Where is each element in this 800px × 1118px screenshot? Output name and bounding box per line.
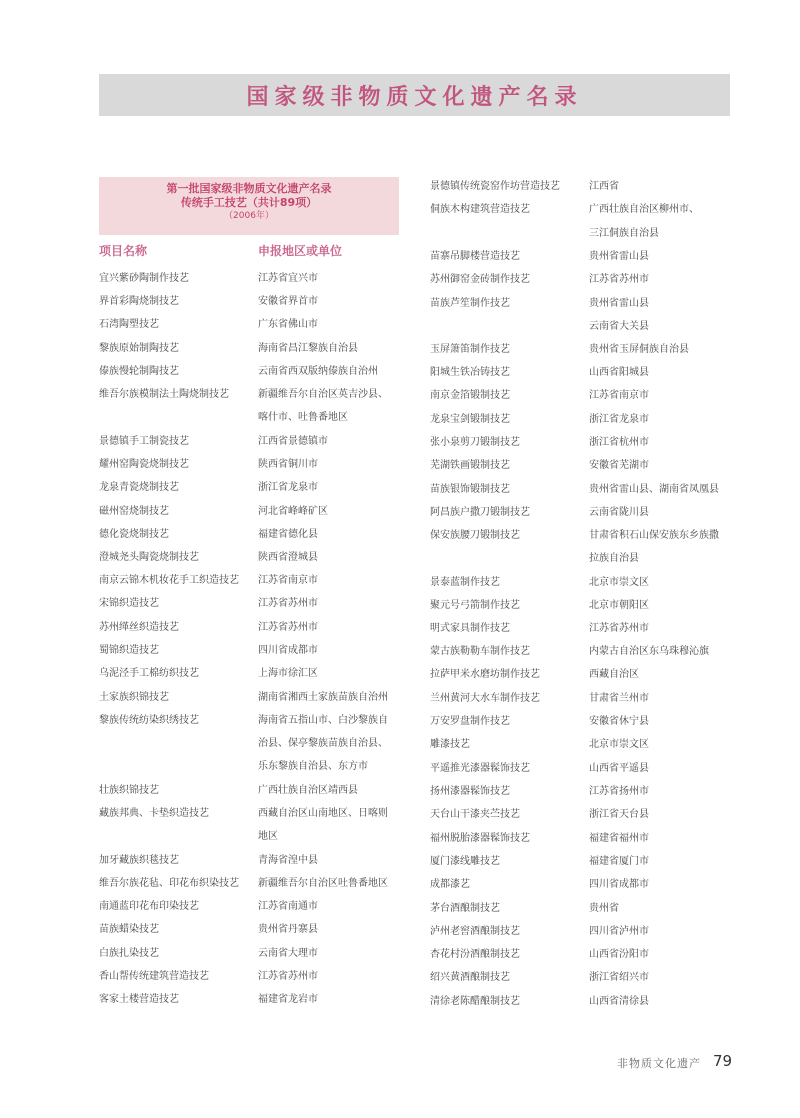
project-region: 山西省阳城县 <box>589 367 649 378</box>
project-region: 福建省福州市 <box>589 833 649 844</box>
project-name: 玉屏箫笛制作技艺 <box>430 344 510 355</box>
project-name: 德化瓷烧制技艺 <box>99 529 169 540</box>
project-name: 南京金箔锻制技艺 <box>430 390 510 401</box>
page-number: 79 <box>713 1052 733 1070</box>
project-name: 维吾尔族模制法土陶烧制技艺 <box>99 389 229 400</box>
project-name: 平遥推光漆器髹饰技艺 <box>430 763 530 774</box>
project-name: 苗族芦笙制作技艺 <box>430 298 510 309</box>
project-name: 黎族原始制陶技艺 <box>99 343 179 354</box>
project-name: 泸州老窖酒酿制技艺 <box>430 926 520 937</box>
project-region: 甘肃省积石山保安族东乡族撒 <box>589 530 719 541</box>
project-region: 贵州省玉屏侗族自治县 <box>589 344 689 355</box>
project-region: 河北省峰峰矿区 <box>258 506 328 517</box>
project-region: 海南省五指山市、白沙黎族自 <box>258 715 388 726</box>
project-region: 江苏省南通市 <box>258 901 318 912</box>
project-name: 阳城生铁冶铸技艺 <box>430 367 510 378</box>
project-region: 江苏省南京市 <box>589 390 649 401</box>
project-region: 安徽省休宁县 <box>589 716 649 727</box>
project-name: 苗寨吊脚楼营造技艺 <box>430 251 520 262</box>
project-name: 明式家具制作技艺 <box>430 623 510 634</box>
project-region: 喀什市、吐鲁番地区 <box>258 412 348 423</box>
project-region: 四川省成都市 <box>589 879 649 890</box>
project-name: 扬州漆器髹饰技艺 <box>430 786 510 797</box>
project-region: 贵州省 <box>589 903 619 914</box>
project-name: 壮族织锦技艺 <box>99 785 159 796</box>
project-name: 保安族腰刀锻制技艺 <box>430 530 520 541</box>
project-region: 四川省泸州市 <box>589 926 649 937</box>
project-name: 雕漆技艺 <box>430 739 470 750</box>
project-name: 景德镇传统瓷窑作坊营造技艺 <box>430 181 560 192</box>
project-region: 江苏省苏州市 <box>258 598 318 609</box>
project-name: 拉萨甲米水磨坊制作技艺 <box>430 669 540 680</box>
project-name: 藏族邦典、卡垫织造技艺 <box>99 808 209 819</box>
project-region: 安徽省芜湖市 <box>589 460 649 471</box>
project-region: 新疆维吾尔自治区英吉沙县、 <box>258 389 388 400</box>
project-name: 蜀锦织造技艺 <box>99 645 159 656</box>
project-name: 香山帮传统建筑营造技艺 <box>99 971 209 982</box>
project-region: 云南省大理市 <box>258 948 318 959</box>
project-name: 加牙藏族织毯技艺 <box>99 855 179 866</box>
project-region: 江苏省扬州市 <box>589 786 649 797</box>
project-region: 乐东黎族自治县、东方市 <box>258 761 368 772</box>
project-region: 三江侗族自治县 <box>589 228 659 239</box>
project-region: 海南省昌江黎族自治县 <box>258 343 358 354</box>
project-region: 福建省龙岩市 <box>258 994 318 1005</box>
project-name: 绍兴黄酒酿制技艺 <box>430 972 510 983</box>
project-region: 青海省湟中县 <box>258 855 318 866</box>
project-region: 江西省景德镇市 <box>258 436 328 447</box>
project-region: 云南省西双版纳傣族自治州 <box>258 366 378 377</box>
project-name: 景德镇手工制瓷技艺 <box>99 436 189 447</box>
project-region: 江西省 <box>589 181 619 192</box>
project-name: 万安罗盘制作技艺 <box>430 716 510 727</box>
list-header-box <box>99 177 399 235</box>
project-name: 磁州窑烧制技艺 <box>99 506 169 517</box>
project-region: 北京市崇文区 <box>589 577 649 588</box>
project-name: 苏州缂丝织造技艺 <box>99 622 179 633</box>
project-name: 福州脱胎漆器髹饰技艺 <box>430 833 530 844</box>
project-region: 山西省汾阳市 <box>589 949 649 960</box>
project-name: 耀州窑陶瓷烧制技艺 <box>99 459 189 470</box>
project-name: 南通蓝印花布印染技艺 <box>99 901 199 912</box>
list-year: （2006年） <box>224 211 274 221</box>
project-name: 景泰蓝制作技艺 <box>430 577 500 588</box>
project-region: 上海市徐汇区 <box>258 668 318 679</box>
project-region: 湖南省湘西土家族苗族自治州 <box>258 692 388 703</box>
project-region: 江苏省苏州市 <box>258 971 318 982</box>
project-region: 江苏省苏州市 <box>589 623 649 634</box>
project-name: 成都漆艺 <box>430 879 470 890</box>
project-name: 南京云锦木机妆花手工织造技艺 <box>99 575 239 586</box>
project-name: 苗族蜡染技艺 <box>99 924 159 935</box>
project-region: 云南省大关县 <box>589 321 649 332</box>
project-name: 侗族木构建筑营造技艺 <box>430 204 530 215</box>
project-name: 厦门漆线雕技艺 <box>430 856 500 867</box>
project-region: 贵州省雷山县 <box>589 251 649 262</box>
project-region: 地区 <box>258 831 278 842</box>
project-region: 福建省厦门市 <box>589 856 649 867</box>
project-region: 陕西省铜川市 <box>258 459 318 470</box>
project-name: 宋锦织造技艺 <box>99 598 159 609</box>
project-region: 新疆维吾尔自治区吐鲁番地区 <box>258 878 388 889</box>
column-header-region: 申报地区或单位 <box>258 244 343 258</box>
project-region: 四川省成都市 <box>258 645 318 656</box>
project-name: 阿昌族户撒刀锻制技艺 <box>430 507 530 518</box>
project-region: 北京市崇文区 <box>589 739 649 750</box>
project-region: 西藏自治区 <box>589 669 639 680</box>
project-name: 聚元号弓箭制作技艺 <box>430 600 520 611</box>
project-region: 浙江省杭州市 <box>589 437 649 448</box>
project-region: 云南省陇川县 <box>589 507 649 518</box>
project-name: 黎族传统纺染织绣技艺 <box>99 715 199 726</box>
page-header-band <box>99 74 730 116</box>
project-region: 浙江省龙泉市 <box>589 414 649 425</box>
project-name: 土家族织锦技艺 <box>99 692 169 703</box>
project-region: 福建省德化县 <box>258 529 318 540</box>
project-name: 石湾陶塑技艺 <box>99 319 159 330</box>
project-region: 广西壮族自治区柳州市、 <box>589 204 699 215</box>
project-region: 江苏省宜兴市 <box>258 273 318 284</box>
page-title: 国家级非物质文化遗产名录 <box>246 83 583 110</box>
project-region: 山西省平遥县 <box>589 763 649 774</box>
project-region: 浙江省绍兴市 <box>589 972 649 983</box>
list-title: 第一批国家级非物质文化遗产名录 <box>166 182 332 195</box>
project-region: 浙江省天台县 <box>589 809 649 820</box>
project-name: 傣族慢轮制陶技艺 <box>99 366 179 377</box>
project-region: 江苏省南京市 <box>258 575 318 586</box>
project-region: 拉族自治县 <box>589 553 639 564</box>
project-name: 苏州御窑金砖制作技艺 <box>430 274 530 285</box>
project-region: 安徽省界首市 <box>258 296 318 307</box>
project-region: 广西壮族自治区靖西县 <box>258 785 358 796</box>
project-region: 山西省清徐县 <box>589 996 649 1007</box>
project-name: 苗族银饰锻制技艺 <box>430 484 510 495</box>
project-name: 茅台酒酿制技艺 <box>430 903 500 914</box>
project-name: 兰州黄河大水车制作技艺 <box>430 693 540 704</box>
project-name: 澄城尧头陶瓷烧制技艺 <box>99 552 199 563</box>
column-header-name: 项目名称 <box>99 244 148 258</box>
project-region: 西藏自治区山南地区、日喀则 <box>258 808 388 819</box>
project-region: 浙江省龙泉市 <box>258 482 318 493</box>
project-name: 乌泥泾手工棉纺织技艺 <box>99 668 199 679</box>
project-region: 北京市朝阳区 <box>589 600 649 611</box>
project-name: 龙泉宝剑锻制技艺 <box>430 414 510 425</box>
project-region: 贵州省雷山县、湖南省凤凰县 <box>589 484 719 495</box>
project-name: 杏花村汾酒酿制技艺 <box>430 949 520 960</box>
project-region: 陕西省澄城县 <box>258 552 318 563</box>
project-name: 张小泉剪刀锻制技艺 <box>430 437 520 448</box>
project-region: 贵州省丹寨县 <box>258 924 318 935</box>
project-name: 天台山干漆夹苎技艺 <box>430 809 520 820</box>
project-name: 界首彩陶烧制技艺 <box>99 296 179 307</box>
project-name: 宜兴紫砂陶制作技艺 <box>99 273 189 284</box>
project-region: 内蒙古自治区东乌珠穆沁旗 <box>589 646 709 657</box>
project-region: 江苏省苏州市 <box>258 622 318 633</box>
project-region: 江苏省苏州市 <box>589 274 649 285</box>
project-name: 维吾尔族花毡、印花布织染技艺 <box>99 878 239 889</box>
project-region: 广东省佛山市 <box>258 319 318 330</box>
project-name: 龙泉青瓷烧制技艺 <box>99 482 179 493</box>
project-name: 芜湖铁画锻制技艺 <box>430 460 510 471</box>
project-name: 客家土楼营造技艺 <box>99 994 179 1005</box>
project-region: 甘肃省兰州市 <box>589 693 649 704</box>
project-name: 白族扎染技艺 <box>99 948 159 959</box>
footer-label: 非物质文化遗产 <box>617 1057 701 1070</box>
project-region: 贵州省雷山县 <box>589 298 649 309</box>
project-name: 清徐老陈醋酿制技艺 <box>430 996 520 1007</box>
project-region: 治县、保亭黎族苗族自治县、 <box>258 738 388 749</box>
project-name: 蒙古族勒勒车制作技艺 <box>430 646 530 657</box>
list-category: 传统手工技艺（共计89项） <box>180 196 318 209</box>
